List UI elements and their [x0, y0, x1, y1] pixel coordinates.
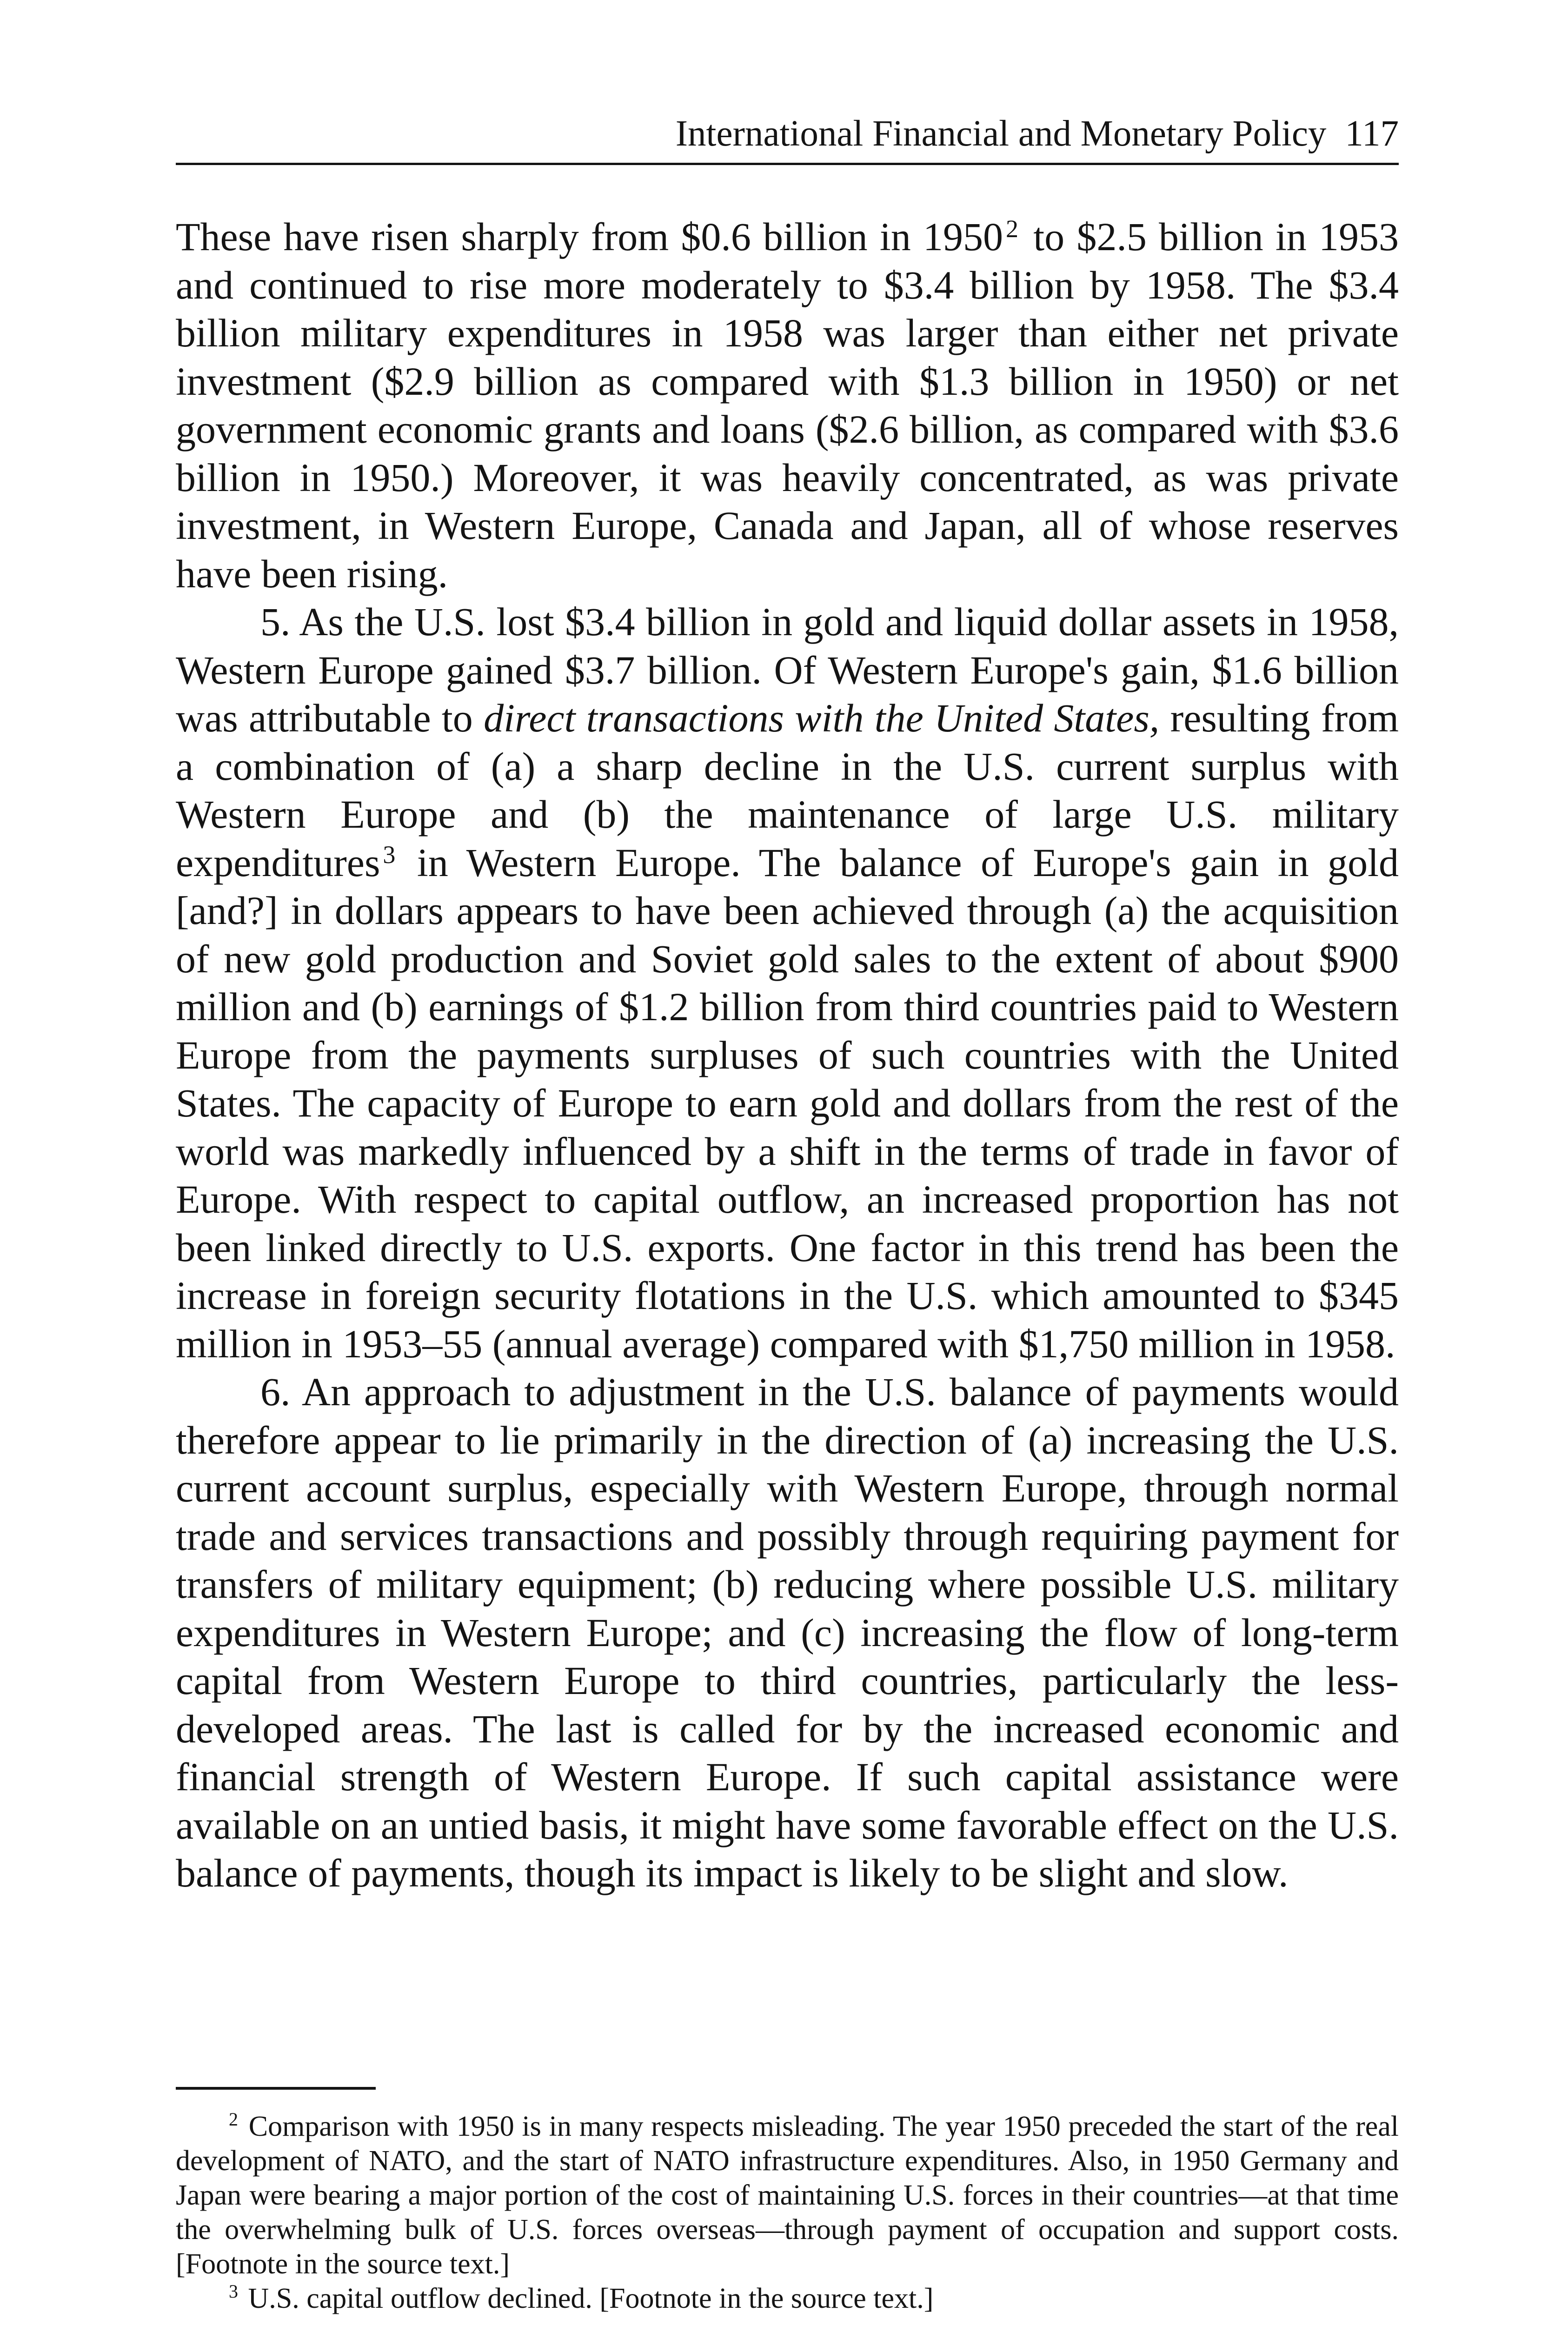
footnote-text: U.S. capital outflow declined. [Footnote in the source text.]	[241, 2283, 934, 2314]
paragraph-6	[176, 1368, 1399, 1898]
paragraph-5	[176, 598, 1399, 1368]
footnotes	[176, 2109, 1399, 2316]
paragraph-text: to $2.5 billion in 1953 and continued to rise more moderately to $3.4 billion by 1958. The $3.4 billion military expenditures in 1958 was larger than either net private investment ($2.9 billion as compared with $1.3 billion in 1950) or net government economic grants and loans ($2.6 billion, as compared with $3.6 billion in 1950.) Moreover, it was heavily concentrated, as was private investment, in Western Europe, Canada and Japan, all of whose reserves have been rising.	[176, 214, 1399, 596]
footnote-marker: 2	[229, 2109, 238, 2130]
paragraph-text: These have risen sharply from $0.6 billion in 1950	[176, 214, 1003, 259]
page-number: 117	[1345, 113, 1399, 154]
footnote-text: Comparison with 1950 is in many respects misleading. The year 1950 preceded the start of the real development of NATO, and the start of NATO infrastructure expenditures. Also, in 1950 Germany and Japan were bearing a major portion of the cost of maintaining U.S. forces in their countries—at that time the overwhelming bulk of U.S. forces overseas—through payment of occupation and support costs. [Footnote in the source text.]	[176, 2111, 1399, 2280]
footnote-reference-3: 3	[383, 840, 396, 869]
paragraph-continuation	[176, 213, 1399, 598]
italic-emphasis: direct transactions with the United States,	[484, 696, 1160, 740]
paragraph-text: 6. An approach to adjustment in the U.S. balance of payments would therefore appear to lie primarily in the direction of (a) increasing the U.S. current account surplus, especially with Western Europe, through normal trade and services transactions and possibly through requiring payment for transfers of military equipment; (b) reducing where possible U.S. military expenditures in Western Europe; and (c) increasing the flow of long-term capital from Western Europe to third countries, particularly the less-developed areas. The last is called for by the increased economic and financial strength of Western Europe. If such capital assistance were available on an untied basis, it might have some favorable effect on the U.S. balance of payments, though its impact is likely to be slight and slow.	[176, 1369, 1399, 1895]
footnote-3	[176, 2281, 1399, 2316]
running-header	[176, 112, 1399, 165]
footnote-marker: 3	[229, 2281, 238, 2302]
body-text	[176, 213, 1399, 1898]
paragraph-text: in Western Europe. The balance of Europe's gain in gold [and?] in dollars appears to have been achieved through (a) the acquisition of new gold production and Soviet gold sales to the extent of about $900 million and (b) earnings of $1.2 billion from third countries paid to Western Europe from the payments surpluses of such countries with the United States. The capacity of Europe to earn gold and dollars from the rest of the world was markedly influenced by a shift in the terms of trade in favor of Europe. With respect to capital outflow, an increased proportion has not been linked directly to U.S. exports. One factor in this trend has been the increase in foreign security flotations in the U.S. which amounted to $345 million in 1953–55 (annual average) compared with $1,750 million in 1958.	[176, 840, 1399, 1366]
paragraph-text: 5. As the U.S. lost $3.4 billion in gold and liquid dollar assets in 1958, Western Europe gained $3.7 billion. Of Western Europe's gain, $1.6 billion was attributable to	[176, 599, 1399, 740]
footnote-2	[176, 2109, 1399, 2281]
footnote-reference-2: 2	[1005, 215, 1018, 243]
running-header-title: International Financial and Monetary Policy	[675, 113, 1327, 154]
paragraph-text: resulting from a combination of (a) a sharp decline in the U.S. current surplus with Western Europe and (b) the maintenance of large U.S. military expenditures	[176, 696, 1399, 885]
footnote-divider	[176, 2087, 376, 2090]
